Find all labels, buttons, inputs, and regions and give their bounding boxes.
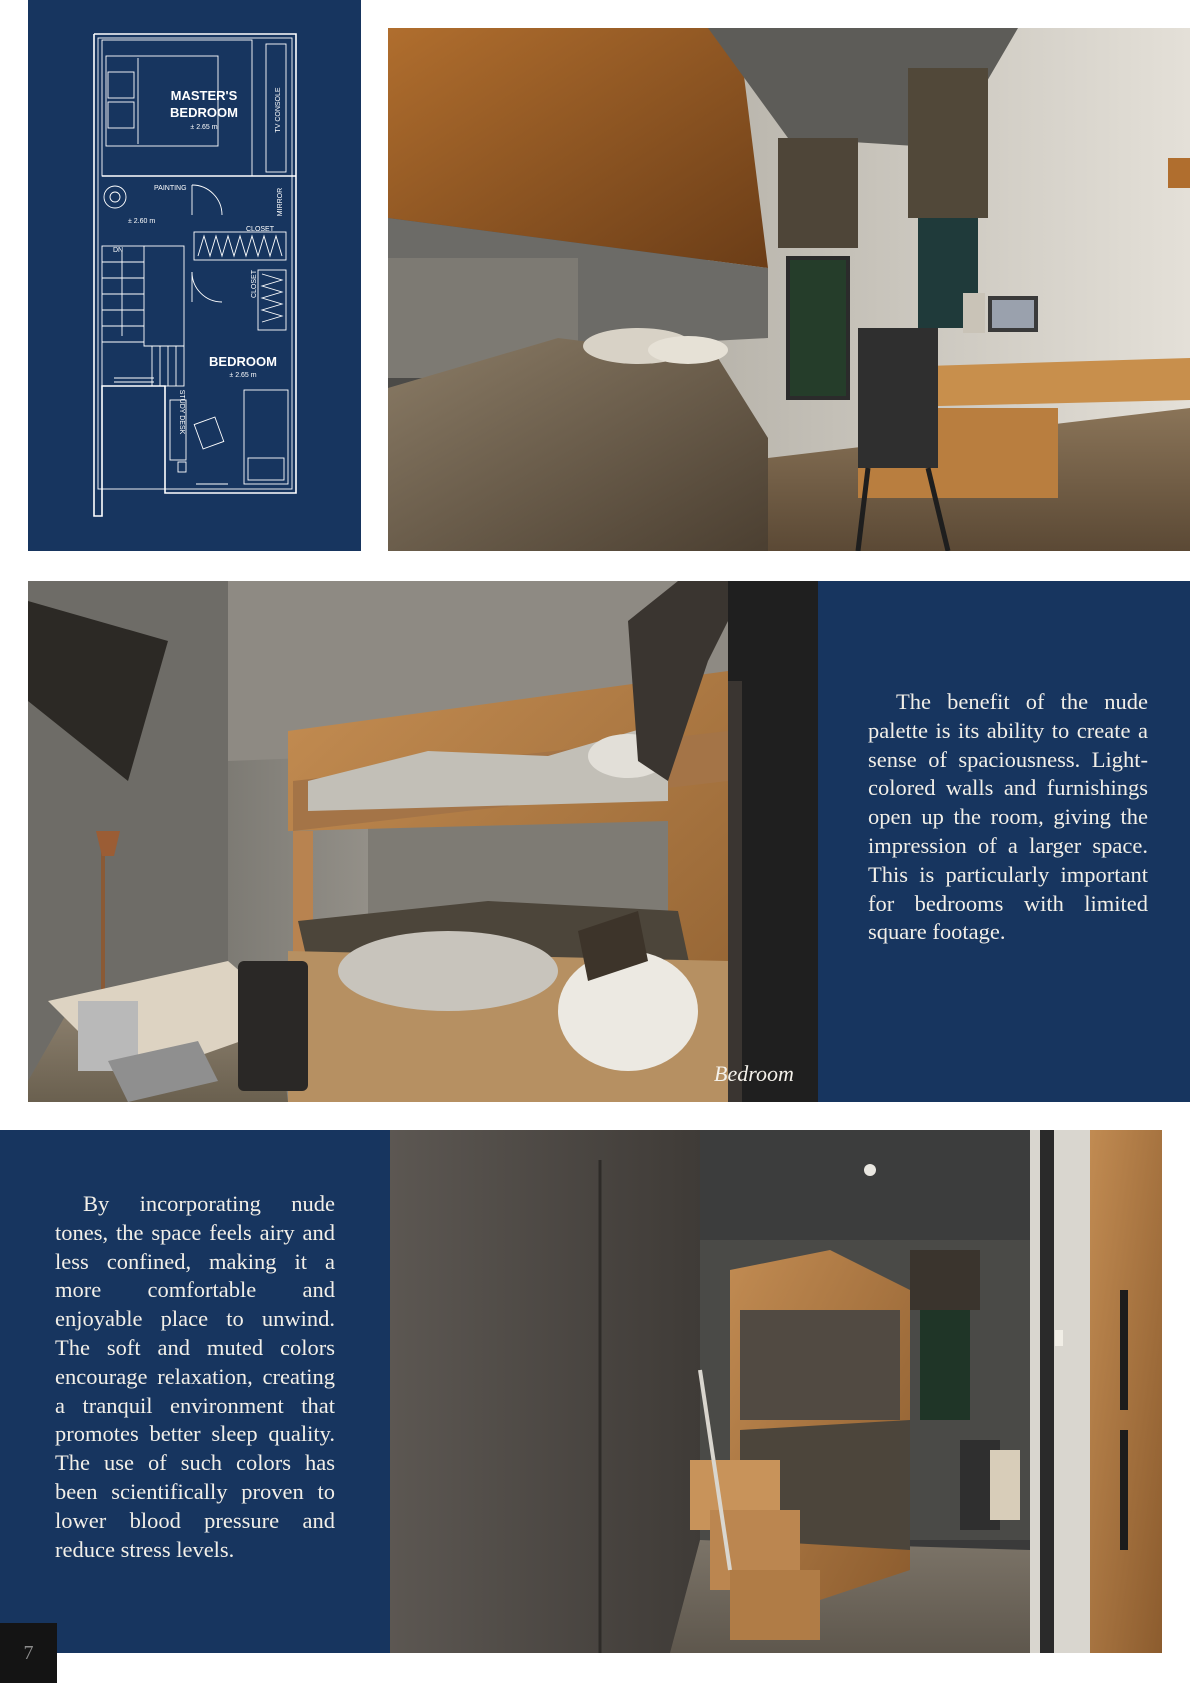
hall-level: ± 2.60 m (128, 218, 156, 225)
tv-console-label: TV CONSOLE (275, 87, 282, 133)
painting-label: PAINTING (154, 185, 187, 192)
stair-down-label: DN (113, 247, 124, 254)
bedroom-render-middle (28, 581, 818, 1102)
closet-label-lower: CLOSET (251, 269, 258, 299)
bedroom-render-bottom (390, 1130, 1162, 1653)
floor-plan-panel (28, 0, 361, 551)
paragraph-2: By incorporating nude tones, the space feels airy and less confined, making it a more comfortable and enjoyable place to unwind. The soft and muted colors encourage relaxation, creating a tranquil environment that promotes better sleep quality. The use of such colors has been scientifically proven to lower blood pressure and reduce stress levels. (55, 1191, 335, 1562)
masters-bedroom-level: ± 2.65 m (190, 124, 218, 131)
paragraph-1: The benefit of the nude palette is its ability to create a sense of spaciousness. Light-colored walls and furnishings open up the room, giving the impression of a larger space. This is particularly important for bedrooms with limited square footage. (868, 689, 1148, 945)
page-number: 7 (0, 1623, 57, 1683)
mirror-label: MIRROR (277, 187, 284, 217)
middle-render-caption: Bedroom (714, 1061, 794, 1086)
floor-plan-drawing (28, 0, 361, 551)
text-panel-2 (0, 1130, 390, 1653)
masters-bedroom-label: MASTER'S (170, 88, 238, 103)
masters-bedroom-label-2: BEDROOM (170, 105, 238, 120)
text-panel-1 (818, 581, 1190, 1102)
bedroom-label: BEDROOM (209, 354, 277, 369)
bedroom-render-top (388, 28, 1190, 551)
study-desk-label: STUDY DESK (178, 389, 185, 435)
bedroom-level: ± 2.65 m (229, 372, 257, 379)
closet-label-upper: CLOSET (246, 226, 275, 233)
